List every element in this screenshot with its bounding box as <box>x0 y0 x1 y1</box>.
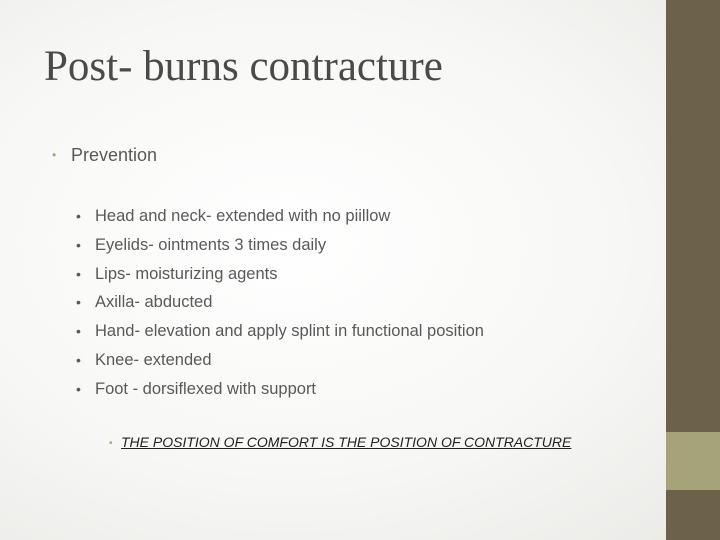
list-item-text: Lips- moisturizing agents <box>95 264 278 283</box>
contracture-note <box>109 434 571 450</box>
list-item-text: Eyelids- ointments 3 times daily <box>95 235 327 254</box>
list-item-text: Foot - dorsiflexed with support <box>95 379 317 398</box>
list-item-text: Hand- elevation and apply splint in functional position <box>95 322 484 341</box>
bullet-dot-icon: • <box>52 148 57 162</box>
list-item <box>76 348 484 377</box>
list-item <box>76 262 484 291</box>
prevention-list <box>76 204 484 406</box>
note-text: THE POSITION OF COMFORT IS THE POSITION OF CONTRACTURE <box>121 434 572 450</box>
bullet-dot-icon: • <box>76 323 81 340</box>
list-item-text: Knee- extended <box>95 350 212 369</box>
bullet-dot-icon: • <box>76 236 81 253</box>
bullet-dot-icon: • <box>76 294 81 311</box>
list-item-text: Head and neck- extended with no piillow <box>95 207 391 225</box>
bullet-dot-icon: • <box>76 265 81 282</box>
bullet-text: Prevention <box>71 145 158 165</box>
bullet-dot-icon: • <box>76 208 81 224</box>
list-item-text: Axilla- abducted <box>95 293 213 312</box>
list-item <box>76 290 484 319</box>
side-decor-accent <box>666 432 720 490</box>
list-item <box>76 204 484 233</box>
list-item <box>76 377 484 406</box>
list-item <box>76 319 484 348</box>
bullet-prevention <box>52 145 157 166</box>
bullet-dot-icon: • <box>76 351 81 368</box>
slide-title: Post- burns contracture <box>44 43 443 90</box>
bullet-dot-icon: • <box>109 438 113 449</box>
list-item <box>76 233 484 262</box>
bullet-dot-icon: • <box>76 380 81 397</box>
